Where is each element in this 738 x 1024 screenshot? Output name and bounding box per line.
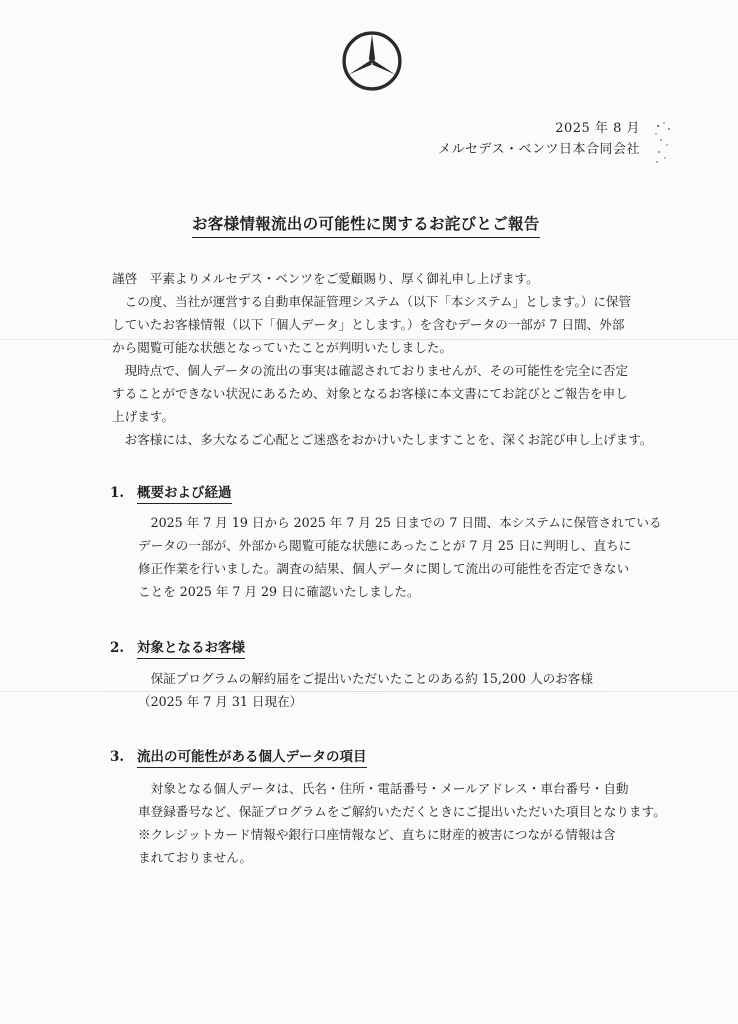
section-heading-target-customers (110, 636, 245, 656)
section-heading-data-items (110, 745, 367, 765)
section-heading-overview (110, 481, 232, 501)
section-body-data-items (138, 777, 666, 869)
intro-line: この度、当社が運営する自動車保証管理システム（以下「本システム」とします。）に保管 (124, 294, 632, 309)
section-line: 2025 年 7 月 19 日から 2025 年 7 月 25 日までの 7 日間、本システムに保管されている (150, 515, 662, 530)
section-line: 車登録番号など、保証プログラムをご解約いただくときにご提出いただいた項目となります。 (138, 804, 666, 819)
intro-line: から閲覧可能な状態となっていたことが判明いたしました。 (112, 340, 453, 355)
section-line: 保証プログラムの解約届をご提出いただいたことのある約 15,200 人のお客様 (150, 671, 593, 686)
section-line: 対象となる個人データは、氏名・住所・電話番号・メールアドレス・車台番号・自動 (150, 781, 629, 796)
section-body-overview (138, 511, 662, 603)
three-pointed-star-logo-icon (341, 30, 403, 92)
section-line: データの一部が、外部から閲覧可能な状態にあったことが 7 月 25 日に判明し、直ちに (138, 538, 632, 553)
intro-line: 上げます。 (112, 409, 174, 424)
letter-date: 2025 年 8 月 (555, 121, 640, 136)
section-line: まれておりません。 (138, 850, 253, 865)
section-title: 流出の可能性がある個人データの項目 (137, 749, 367, 768)
intro-line: 現時点で、個人データの流出の事実は確認されておりませんが、その可能性を完全に否定 (124, 363, 629, 378)
section-line: 修正作業を行いました。調査の結果、個人データに関して流出の可能性を否定できない (138, 561, 630, 576)
scan-speckle-marks (652, 118, 674, 166)
section-line: ※クレジットカード情報や銀行口座情報など、直ちに財産的被害につながる情報は含 (138, 827, 616, 842)
intro-line: していたお客様情報（以下「個人データ」とします。）を含むデータの一部が 7 日間、外部 (112, 317, 625, 332)
section-number: 1. (110, 485, 125, 501)
section-body-target-customers (138, 667, 643, 713)
document-title: お客様情報流出の可能性に関するお詫びとご報告 (192, 212, 540, 238)
section-line: （2025 年 7 月 31 日現在） (138, 694, 303, 709)
section-title: 概要および経過 (137, 485, 232, 504)
section-number: 2. (110, 640, 125, 656)
section-title: 対象となるお客様 (137, 640, 245, 659)
section-line: ことを 2025 年 7 月 29 日に確認いたしました。 (138, 584, 420, 599)
intro-line: することができない状況にあるため、対象となるお客様に本文書にてお詫びとご報告を申し (112, 386, 628, 401)
intro-line: 謹啓 平素よりメルセデス・ベンツをご愛顧賜り、厚く御礼申し上げます。 (112, 271, 539, 286)
company-name: メルセデス・ベンツ日本合同会社 (438, 142, 640, 157)
intro-paragraphs (112, 267, 653, 451)
section-number: 3. (110, 749, 125, 765)
intro-line: お客様には、多大なるご心配とご迷惑をおかけいたしますことを、深くお詫び申し上げます。 (124, 432, 653, 447)
